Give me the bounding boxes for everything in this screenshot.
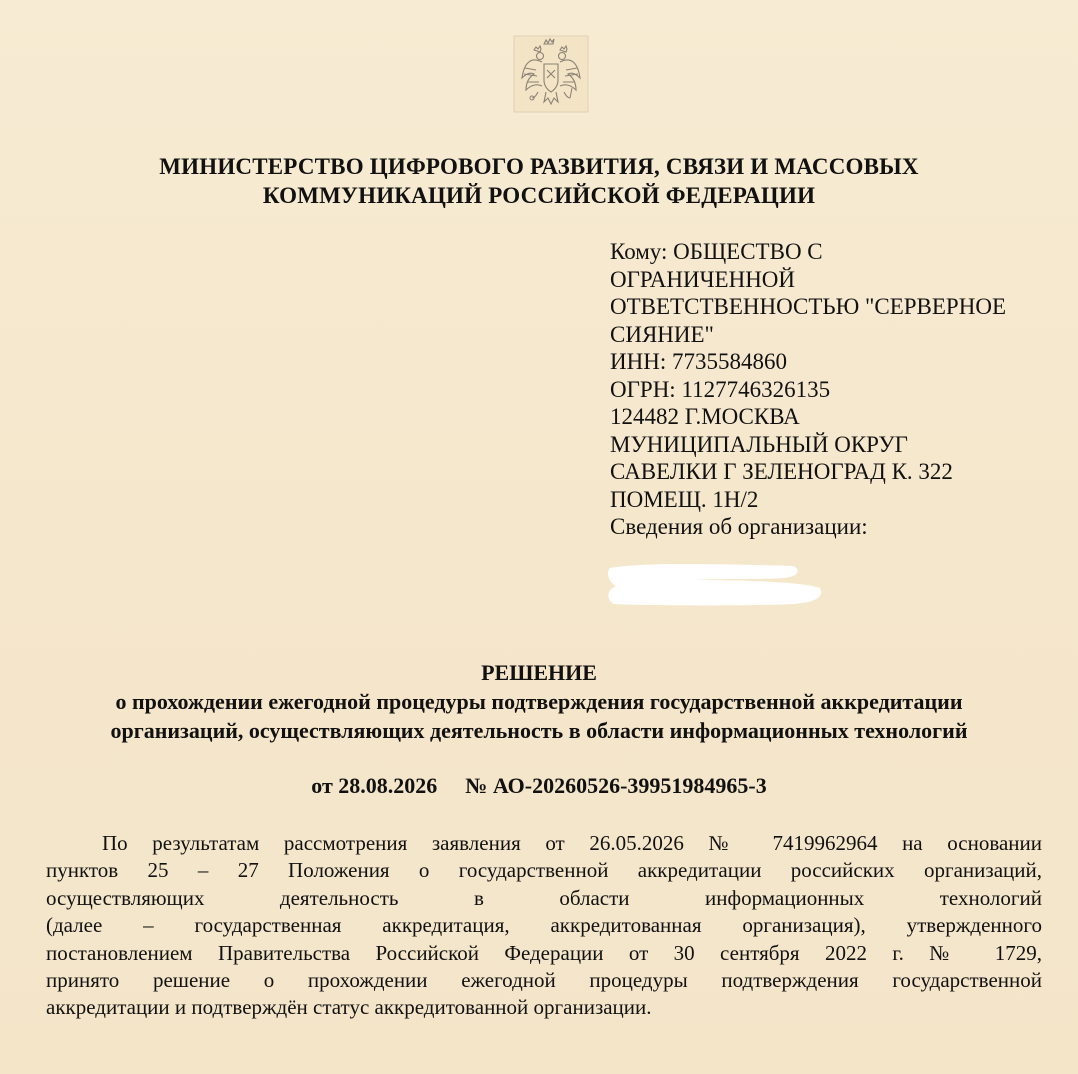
body-line: аккредитации и подтверждён статус аккредитованной организации. — [46, 995, 652, 1020]
recipient-address-line: МУНИЦИПАЛЬНЫЙ ОКРУГ — [610, 431, 908, 457]
recipient-ogrn: ОГРН: 1127746326135 — [610, 376, 831, 402]
decision-date-number — [0, 772, 1078, 800]
decision-date: от 28.08.2026 — [311, 773, 438, 798]
recipient-line: ОГРАНИЧЕННОЙ — [610, 266, 796, 292]
recipient-line: ОТВЕТСТВЕННОСТЬЮ "СЕРВЕРНОЕ — [610, 294, 1006, 319]
redaction-mark — [604, 558, 826, 608]
recipient-address-line: 124482 Г.МОСКВА — [610, 404, 800, 429]
recipient-address-line: ПОМЕЩ. 1Н/2 — [610, 486, 759, 512]
organization-info-label: Сведения об организации: — [610, 514, 868, 539]
body-line: По результатам рассмотрения заявления от 26.05.2026 № 7419962964 на основании — [102, 831, 1042, 855]
decision-number: № АО-20260526-39951984965-3 — [465, 773, 767, 798]
decision-subtitle-line-2: организаций, осуществляющих деятельность в области информационных технологий — [110, 718, 968, 743]
recipient-address-line: САВЕЛКИ Г ЗЕЛЕНОГРАД К. 322 — [610, 459, 953, 484]
decision-title: РЕШЕНИЕ — [481, 660, 597, 685]
decision-heading — [0, 658, 1078, 745]
body-line: осуществляющих деятельность в области информационных технологий — [46, 885, 1042, 910]
body-line: (далее – государственная аккредитация, аккредитованная организация), утвержденного — [46, 913, 1042, 938]
recipient-line: Кому: ОБЩЕСТВО С — [610, 239, 823, 264]
recipient-block — [610, 238, 1060, 541]
coat-of-arms-icon — [512, 34, 590, 114]
body-line: принято решение о прохождении ежегодной процедуры подтверждения государственной — [46, 968, 1042, 993]
recipient-inn: ИНН: 7735584860 — [610, 349, 787, 374]
ministry-line-2: КОММУНИКАЦИЙ РОССИЙСКОЙ ФЕДЕРАЦИИ — [262, 183, 816, 208]
body-line: пунктов 25 – 27 Положения о государственной аккредитации российских организаций, — [46, 858, 1042, 883]
decision-body-text — [46, 830, 1042, 1022]
recipient-line: СИЯНИЕ" — [610, 321, 714, 347]
body-line: постановлением Правительства Российской Федерации от 30 сентября 2022 г. № 1729, — [46, 940, 1042, 965]
ministry-header — [0, 152, 1078, 210]
ministry-line-1: МИНИСТЕРСТВО ЦИФРОВОГО РАЗВИТИЯ, СВЯЗИ И МАССОВЫХ — [159, 154, 919, 179]
decision-subtitle-line-1: о прохождении ежегодной процедуры подтверждения государственной аккредитации — [115, 689, 963, 714]
